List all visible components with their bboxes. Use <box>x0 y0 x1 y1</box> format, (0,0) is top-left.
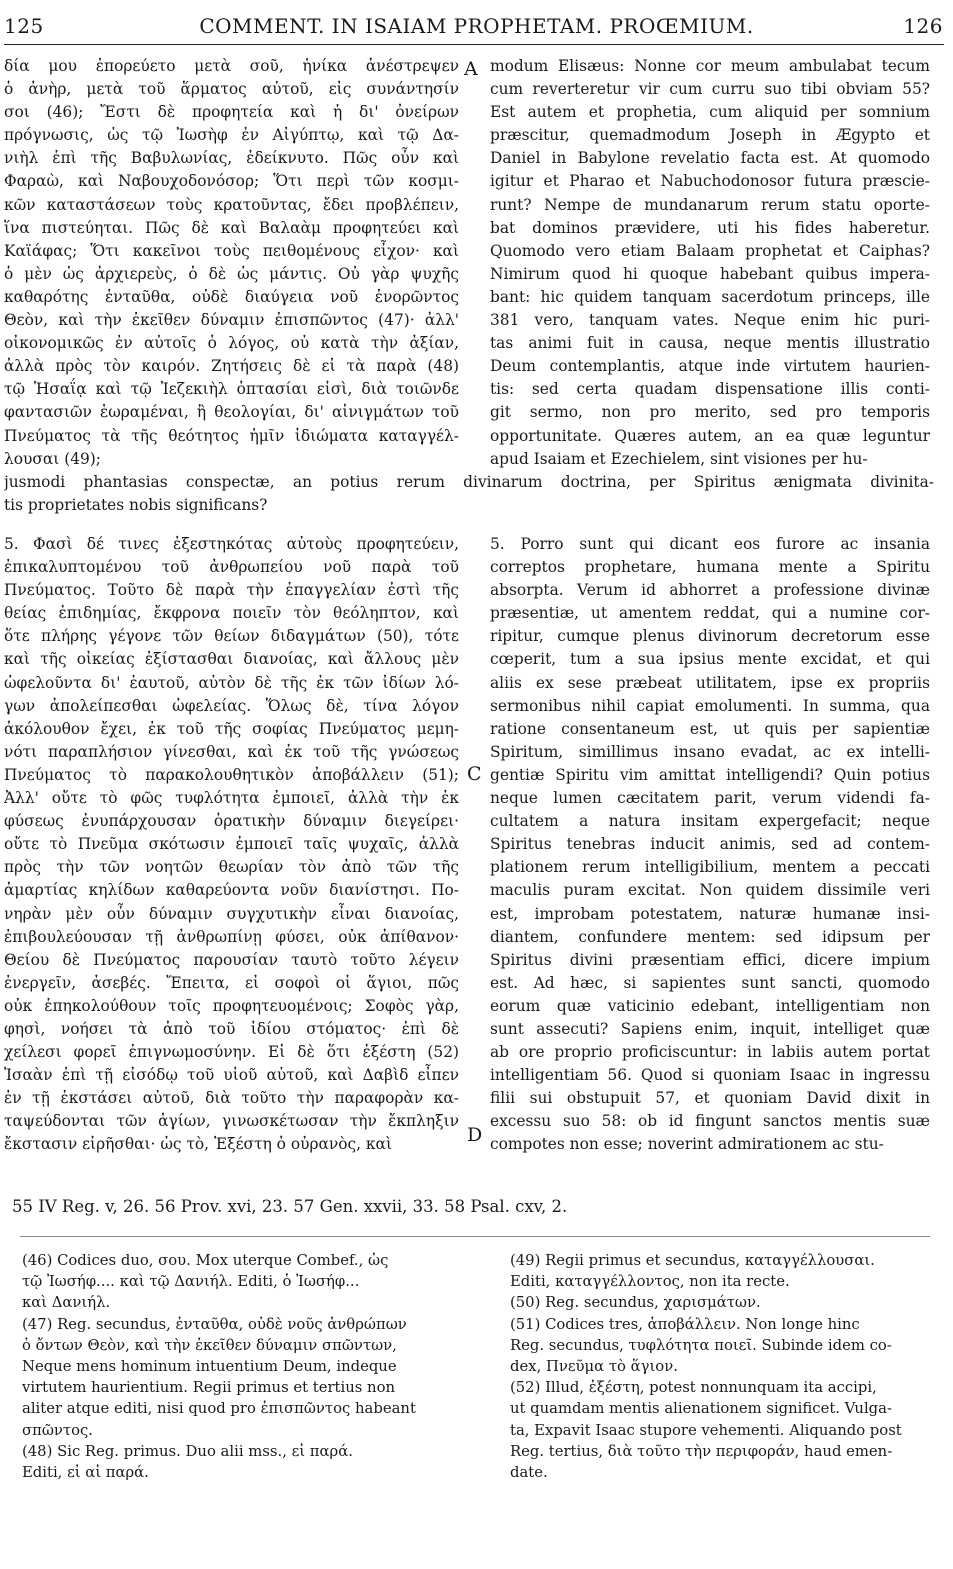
text-line: 5. Porro sunt qui dicant eos furore ac insania <box>490 535 930 553</box>
text-line: Ἰσαὰν ἐπὶ τῇ εἰσόδῳ τοῦ υἱοῦ αὐτοῦ, καὶ Δαβὶδ εἶπεν <box>4 1066 459 1085</box>
text-line: præsentiæ, ut amentem reddat, qui a numine cor- <box>490 604 930 623</box>
text-line: (46) Codices duo, σου. Mox uterque Combef., ὡς <box>22 1252 389 1269</box>
latin-column-top <box>490 55 930 471</box>
text-line: λουσαι (49); <box>4 449 101 468</box>
text-line: absorpta. Verum id abhorret a professione divinæ <box>490 581 930 600</box>
text-line: ὅτε πλήρης γέγονε τῶν θείων διδαγμάτων (50), τότε <box>4 627 459 646</box>
text-line: 5. Φασὶ δέ τινες ἐξεστηκότας αὐτοὺς προφητεύειν, <box>4 535 459 553</box>
text-line: Neque mens hominum intuentium Deum, indeque <box>22 1357 397 1375</box>
text-line: πρὸς τὴν τῶν νοητῶν θεωρίαν τὸν ἀπὸ τῶν τῆς <box>4 858 459 877</box>
page-number-right: 126 <box>903 14 943 38</box>
text-line: Θεὸν, καὶ τὴν ἐκεῖθεν δύναμιν ἐπισπῶντος (47)· ἀλλ' <box>4 311 459 330</box>
text-line: ἐνεργεῖν, ἀσεβές. Ἔπειτα, εἰ σοφοὶ οἱ ἅγιοι, πῶς <box>4 973 459 992</box>
text-line: Spiritum, simillimus insano evadat, ac ex intelli- <box>490 742 930 761</box>
critical-notes-left <box>22 1250 467 1483</box>
text-line: Reg. tertius, διὰ τοῦτο τὴν περιφοράν, haud emen- <box>510 1442 893 1460</box>
text-line: eorum quæ vaticinio edebant, intelligentiam non <box>490 996 930 1015</box>
text-line: Spiritus divini præsentiam effici, dicere impium <box>490 950 930 969</box>
text-line: runt? Nempe de mundanarum rerum statu oporte- <box>490 195 930 214</box>
text-line: tis proprietates nobis significans? <box>4 496 268 515</box>
text-line: φαντασιῶν ἑωραμέναι, ἢ θεολογίαι, δι' αἰνιγμάτων τοῦ <box>4 403 459 422</box>
text-line: σοι (46); Ἔστι δὲ προφητεία καὶ ἡ δι' ὀνείρων <box>4 103 459 122</box>
text-line: Reg. secundus, τυφλότητα ποιεῖ. Subinde idem co- <box>510 1336 892 1354</box>
text-line: οἰκονομικῶς ἐν αὐτοῖς ὁ λόγος, οὐ κατὰ τὴν ἀξίαν, <box>4 334 459 353</box>
text-line: ἐπικαλυπτομένου τοῦ ἀνθρωπείου νοῦ παρὰ τοῦ <box>4 558 459 577</box>
text-line: Θείου δὲ Πνεύματος παρουσίαν ταυτὸ τοῦτο λέγειν <box>4 950 459 969</box>
text-line: Πνεύματος τὸ παρακολουθητικὸν ἀποβάλλειν (51); <box>4 765 459 784</box>
text-line: filii sui obstupuit 57, et quoniam David dixit in <box>490 1089 930 1108</box>
text-line: τῷ Ἰωσήφ.... καὶ τῷ Δανιήλ. Editi, ὁ Ἰωσήφ... <box>22 1273 360 1291</box>
text-line: (52) Illud, ἐξέστη, potest nonnunquam ita accipi, <box>510 1379 877 1397</box>
text-line: Quomodo vero etiam Balaam prophetat et Caiphas? <box>490 241 930 260</box>
text-line: Est autem et prophetia, cum aliquid per somnium <box>490 103 930 122</box>
text-line: sunt assecuti? Sapiens enim, inquit, intelliget quæ <box>490 1019 930 1038</box>
text-line: νιὴλ ἐπὶ τῆς Βαβυλωνίας, ἐδείκνυτο. Πῶς οὖν καὶ <box>4 149 459 168</box>
text-line: Spiritus tenebras inducit animis, sed ad contem- <box>490 835 930 854</box>
text-line: ἵνα πιστεύηται. Πῶς δὲ καὶ Βαλαὰμ προφητεύει καὶ <box>4 218 459 237</box>
text-line: date. <box>510 1463 548 1481</box>
text-line: est. Ad hæc, si sapientes sunt sancti, quomodo <box>490 973 930 992</box>
text-line: ταψεύδονται τῶν ἁγίων, γινωσκέτωσαν τὴν ἔκπληξιν <box>4 1112 459 1131</box>
text-line: Πνεύματος τὰ τῆς θεότητος ἡμῖν ἰδιώματα καταγγέλ- <box>4 426 459 445</box>
text-line: Φαραὼ, καὶ Ναβουχοδονόσορ; Ὅτι περὶ τῶν κοσμι- <box>4 172 459 191</box>
text-line: neque lumen cæcitatem parit, verum videndi fa- <box>490 789 930 808</box>
text-line: δία μου ἐπορεύετο μετὰ σοῦ, ἡνίκα ἀνέστρεψεν <box>4 57 459 75</box>
text-line: apud Isaiam et Ezechielem, sint visiones per hu- <box>490 449 868 468</box>
text-line: (49) Regii primus et secundus, καταγγέλλουσαι. <box>510 1252 875 1269</box>
text-line: tis: sed certa quadam dispensatione illis conti- <box>490 380 930 399</box>
text-line: ὁ ὄντων Θεὸν, καὶ τὴν ἐκεῖθεν δύναμιν σπῶντων, <box>22 1336 397 1354</box>
text-line: κῶν καταστάσεων τοὺς κρατοῦντας, ἔδει προβλέπειν, <box>4 195 459 214</box>
text-line: καὶ τῆς οἰκείας ἐξίστασθαι διανοίας, καὶ ἄλλους μὲν <box>4 650 459 669</box>
text-line: φύσεως ἐνυπάρχουσαν ὁρατικὴν δύναμιν διεγείρει· <box>4 812 459 831</box>
text-line: cum reverteretur vir cum curru suo tibi obviam 55? <box>490 80 930 99</box>
text-line: ὁ ἀνὴρ, μετὰ τοῦ ἅρματος αὐτοῦ, εἰς συνάντησίν <box>4 80 459 99</box>
text-line: ἐπιβουλεύουσαν τῇ ἀνθρωπίνῃ φύσει, οὐκ ἀπίθανον· <box>4 927 459 946</box>
text-line: maculis puram excitat. Non quidem dissimile veri <box>490 881 930 900</box>
text-line: νότι παραπλήσιον γίνεσθαι, καὶ ἐκ τοῦ τῆς γνώσεως <box>4 742 459 761</box>
scripture-references: 55 IV Reg. v, 26. 56 Prov. xvi, 23. 57 Gen. xxvii, 33. 58 Psal. cxv, 2. <box>12 1197 568 1216</box>
text-line: præscitur, quemadmodum Joseph in Ægypto et <box>490 126 930 145</box>
text-line: aliter atque editi, nisi quod pro ἐπισπῶντος habeant <box>22 1400 416 1418</box>
text-line: igitur et Pharao et Nabuchodonosor futura præscie- <box>490 172 930 191</box>
text-line: intelligentiam 56. Quod si quoniam Isaac in ingressu <box>490 1066 930 1085</box>
text-line: Editi, καταγγέλλοντος, non ita recte. <box>510 1273 790 1291</box>
text-line: Πνεύματος. Τοῦτο δὲ παρὰ τὴν ἐπαγγελίαν ἐστὶ τῆς <box>4 581 459 600</box>
full-width-text <box>4 471 934 517</box>
text-line: ἁμαρτίας κηλίδων καθαρεύοντα νοῦν διανίστησι. Πο- <box>4 881 459 900</box>
text-line: excessu suo 58: ob id fingunt sanctos mentis suæ <box>490 1112 930 1131</box>
text-line: plationem rerum intelligibilium, mentem a peccati <box>490 858 930 877</box>
margin-marker-d: D <box>467 1124 483 1146</box>
text-line: θείας ἐπιδημίας, ἔκφρονα ποιεῖν τὸν θεόληπτον, καὶ <box>4 604 459 623</box>
text-line: ratione consentaneum est, ut quis per sapientiæ <box>490 719 930 738</box>
text-line: σπῶντος. <box>22 1421 93 1439</box>
text-line: ἀλλὰ πρὸς τὸν καιρόν. Ζητήσεις δὲ εἰ τὰ παρὰ (48) <box>4 357 459 376</box>
text-line: bat dominos prævidere, uti his fides haberetur. <box>490 218 930 237</box>
text-line: νηρὰν μὲν οὖν δύναμιν συγχυτικὴν εἶναι διανοίας, <box>4 904 459 923</box>
text-line: git sermo, non pro merito, sed pro temporis <box>490 403 930 422</box>
text-line: cœperit, tum a sua ipsius mente excidat, et qui <box>490 650 930 669</box>
text-line: Daniel in Babylone revelatio facta est. At quomodo <box>490 149 930 168</box>
text-line: correptos prophetare, humana mente a Spiritu <box>490 558 930 577</box>
text-line: sermonibus nihil capiat emolumenti. In summa, qua <box>490 696 930 715</box>
text-line: γων ἀπολείπεσθαι ὠφελείας. Ὅλως δὲ, τίνα λόγον <box>4 696 459 715</box>
text-line: diantem, confundere mentem: sed idipsum per <box>490 927 930 946</box>
text-line: aliis ex sese præbeat utilitatem, ipse ex propriis <box>490 673 930 692</box>
text-line: bant: hic quidem tanquam sacerdotum princeps, ille <box>490 287 930 306</box>
text-line: τῷ Ἡσαΐᾳ καὶ τῷ Ἰεζεκιὴλ ὀπτασίαι εἰσὶ, διὰ τοιῶνδε <box>4 380 459 399</box>
text-line: opportunitate. Quæres autem, an ea quæ leguntur <box>490 426 930 445</box>
text-line: Ἀλλ' οὔτε τὸ φῶς τυφλότητα ἐμποιεῖ, ἀλλὰ τὴν ἐκ <box>4 789 459 808</box>
text-line: πρόγνωσις, ὡς τῷ Ἰωσὴφ ἐν Αἰγύπτῳ, καὶ τῷ Δα- <box>4 126 459 145</box>
text-line: tas animi fuit in causa, neque mentis illustratio <box>490 334 930 353</box>
text-line: φησὶ, νοήσει τὰ ἀπὸ τοῦ ἰδίου στόματος· ἐπὶ δὲ <box>4 1019 459 1038</box>
text-line: χείλεσι φορεῖ ἐπιγνωμοσύνην. Εἰ δὲ ὅτι ἐξέστη (52) <box>4 1043 459 1062</box>
margin-marker-c: C <box>467 763 482 785</box>
text-line: gentiæ Spiritu vim amittat intelligendi? Quin potius <box>490 765 930 784</box>
text-line: cultatem a natura insitam expergefacit; neque <box>490 812 930 831</box>
text-line: 381 vero, tanquam vates. Neque enim hic puri- <box>490 311 930 330</box>
text-line: est, improbam potestatem, naturæ humanæ insi- <box>490 904 930 923</box>
greek-column-top <box>4 55 459 471</box>
notes-rule <box>20 1236 930 1237</box>
text-line: καὶ Δανιήλ. <box>22 1294 111 1312</box>
text-line: Nimirum quod hi quoque habebant quibus impera- <box>490 264 930 283</box>
header-rule <box>4 44 944 45</box>
text-line: (48) Sic Reg. primus. Duo alii mss., εἰ παρά. <box>22 1442 353 1460</box>
critical-notes-right <box>510 1250 940 1483</box>
text-line: ripitur, cumque plenus divinorum decretorum esse <box>490 627 930 646</box>
text-line: jusmodi phantasias conspectæ, an potius rerum divinarum doctrina, per Spiritus ænigmata divinita- <box>4 473 934 491</box>
text-line: (50) Reg. secundus, χαρισμάτων. <box>510 1294 761 1312</box>
running-header <box>0 14 953 44</box>
text-line: καθαρότης ἐνταῦθα, οὐδὲ διαύγεια νοῦ ἐνορῶντος <box>4 287 459 306</box>
text-line: (47) Reg. secundus, ἐνταῦθα, οὐδὲ νοῦς ἀνθρώπων <box>22 1315 407 1333</box>
text-line: virtutem haurientium. Regii primus et tertius non <box>22 1379 396 1397</box>
text-line: οὐκ ἐπηκολούθουν τοῖς προφητευομένοις; Σοφὸς γὰρ, <box>4 996 459 1015</box>
margin-marker-a: A <box>464 58 478 80</box>
text-line: modum Elisæus: Nonne cor meum ambulabat tecum <box>490 57 930 75</box>
text-line: Deum contemplantis, atque inde virtutem haurien- <box>490 357 930 376</box>
text-line: Editi, εἰ αἱ παρά. <box>22 1463 149 1481</box>
text-line: ὠφελοῦντα δι' ἑαυτοῦ, αὐτὸν δὲ τῆς ἐκ τῶν ἰδίων λό- <box>4 673 459 692</box>
latin-column-bottom <box>490 533 930 1157</box>
text-line: ut quamdam mentis alienationem significet. Vulga- <box>510 1400 892 1418</box>
text-line: ab ore proprio proficiscuntur: in labiis autem portat <box>490 1043 930 1062</box>
text-line: (51) Codices tres, ἀποβάλλειν. Non longe hinc <box>510 1315 860 1333</box>
text-line: ἀκόλουθον ἔχει, ἐκ τοῦ τῆς σοφίας Πνεύματος μεμη- <box>4 719 459 738</box>
text-line: ἐν τῇ ἐκστάσει αὐτοῦ, διὰ τοῦτο τὴν παραφορὰν κα- <box>4 1089 459 1108</box>
greek-column-bottom <box>4 533 459 1157</box>
text-line: οὔτε τὸ Πνεῦμα σκότωσιν ἐμποιεῖ ταῖς ψυχαῖς, ἀλλὰ <box>4 835 459 854</box>
text-line: compotes non esse; noverint admirationem ac stu- <box>490 1135 884 1154</box>
text-line: Καϊάφας; Ὅτι κακεῖνοι τοὺς πειθομένους εἶχον· καὶ <box>4 241 459 260</box>
text-line: ὁ μὲν ὡς ἀρχιερεὺς, ὁ δὲ ὡς μάντις. Οὐ γὰρ ψυχῆς <box>4 264 459 283</box>
text-line: dex, Πνεῦμα τὸ ἅγιον. <box>510 1357 678 1375</box>
text-line: ἔκστασιν εἰρῆσθαι· ὡς τὸ, Ἐξέστη ὁ οὐρανὸς, καὶ <box>4 1135 392 1154</box>
text-line: ta, Expavit Isaac stupore vehementi. Aliquando post <box>510 1421 902 1439</box>
running-title: COMMENT. IN ISAIAM PROPHETAM. PROŒMIUM. <box>199 14 754 38</box>
page-number-left: 125 <box>4 14 44 38</box>
